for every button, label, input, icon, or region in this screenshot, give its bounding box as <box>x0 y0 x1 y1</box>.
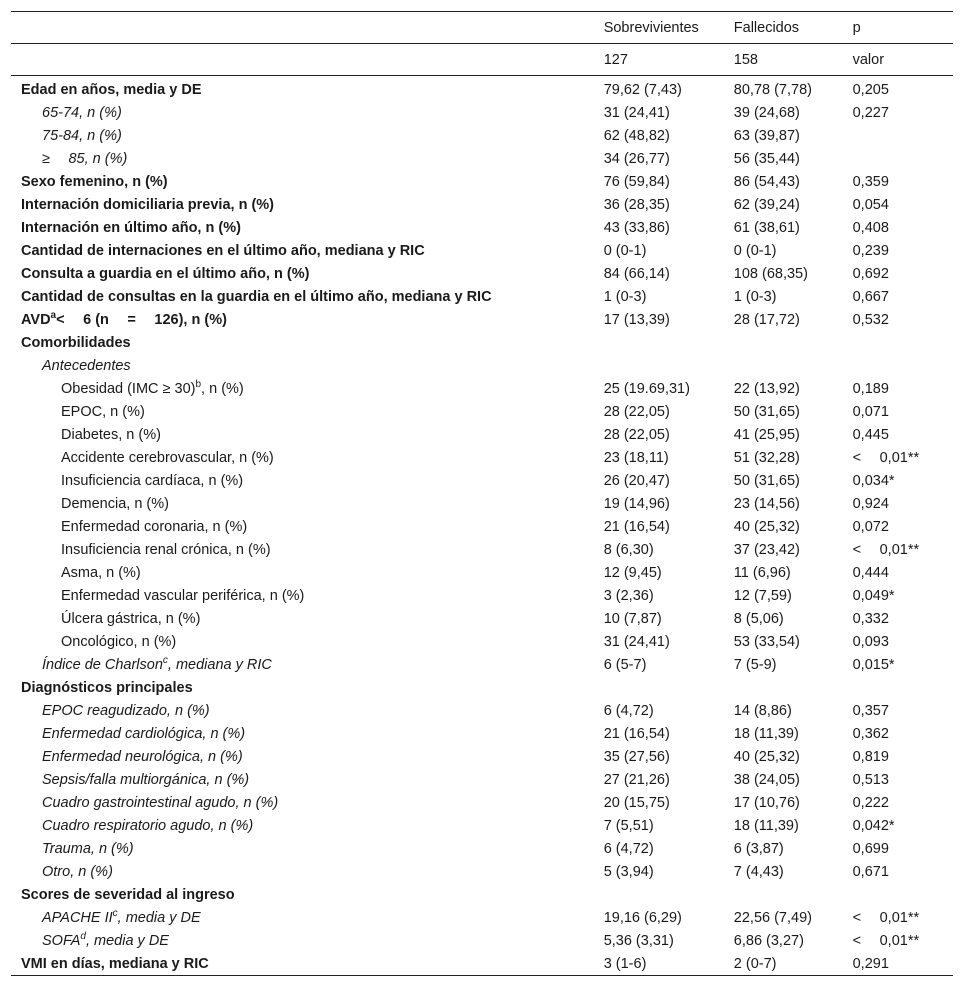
table-row <box>11 193 953 216</box>
survivors-value <box>604 883 734 906</box>
row-label-suffix: , mediana y RIC <box>167 656 272 673</box>
table-row <box>11 170 953 193</box>
deceased-value: 38 (24,05) <box>733 771 800 788</box>
row-label-text: Sexo femenino, n (%) <box>21 173 168 190</box>
survivors-value: 3 (2,36) <box>603 587 654 604</box>
p-value: 0,692 <box>852 265 889 282</box>
header-cell-deceased: Fallecidos <box>733 19 800 36</box>
row-label-text: Edad en años, media y DE <box>21 81 202 98</box>
row-label <box>11 216 604 239</box>
row-label <box>11 791 604 814</box>
table-row <box>11 653 953 676</box>
row-label-text: Demencia, n (%) <box>61 495 169 512</box>
table-row <box>11 308 953 331</box>
deceased-value <box>734 331 853 354</box>
row-label-suffix: < 6 (n = 126), n (%) <box>56 311 227 328</box>
row-label <box>11 630 604 653</box>
footnote-marker: d <box>80 930 86 942</box>
survivors-value: 79,62 (7,43) <box>603 81 682 98</box>
survivors-value: 8 (6,30) <box>603 541 654 558</box>
p-value <box>853 331 953 354</box>
table-row <box>11 354 953 377</box>
row-label-text: Sepsis/falla multiorgánica, n (%) <box>42 771 250 788</box>
row-label <box>11 354 604 377</box>
survivors-value: 6 (4,72) <box>603 840 654 857</box>
row-label-text: Enfermedad neurológica, n (%) <box>42 748 243 765</box>
p-value: 0,071 <box>852 403 889 420</box>
row-label-text: EPOC reagudizado, n (%) <box>42 702 210 719</box>
p-value: 0,667 <box>852 288 889 305</box>
deceased-value: 40 (25,32) <box>733 748 800 765</box>
header-cell-survivors: Sobrevivientes <box>603 19 699 36</box>
deceased-value: 62 (39,24) <box>733 196 800 213</box>
table-row <box>11 883 953 906</box>
row-label <box>11 653 604 676</box>
survivors-value: 26 (20,47) <box>603 472 670 489</box>
row-label-text: EPOC, n (%) <box>61 403 145 420</box>
table-row <box>11 285 953 308</box>
p-value: 0,049* <box>852 587 895 604</box>
table-row <box>11 791 953 814</box>
p-value: 0,332 <box>852 610 889 627</box>
table-row <box>11 699 953 722</box>
row-label <box>11 423 604 446</box>
header-cell-deceased-n: 158 <box>733 51 758 68</box>
header-cell-survivors-n: 127 <box>603 51 628 68</box>
row-label <box>11 147 604 170</box>
header-row-groups <box>11 12 953 44</box>
deceased-value: 63 (39,87) <box>733 127 800 144</box>
footnote-marker: a <box>50 309 57 321</box>
survivors-value: 7 (5,51) <box>603 817 654 834</box>
deceased-value: 2 (0-7) <box>733 955 777 972</box>
row-label <box>11 722 604 745</box>
table-row <box>11 745 953 768</box>
table-row <box>11 860 953 883</box>
row-label-text: Diabetes, n (%) <box>61 426 161 443</box>
row-label <box>11 837 604 860</box>
header-cell-label-2 <box>11 44 604 76</box>
p-value: 0,699 <box>852 840 889 857</box>
table-row <box>11 722 953 745</box>
table-row <box>11 147 953 170</box>
row-label <box>11 814 604 837</box>
survivors-value: 10 (7,87) <box>603 610 662 627</box>
p-value: 0,072 <box>852 518 889 535</box>
table-body <box>11 76 953 976</box>
header-cell-p: p <box>852 19 861 36</box>
survivors-value: 5,36 (3,31) <box>603 932 674 949</box>
row-label <box>11 400 604 423</box>
deceased-value: 6 (3,87) <box>733 840 784 857</box>
survivors-value: 31 (24,41) <box>603 104 670 121</box>
p-value: 0,444 <box>852 564 889 581</box>
deceased-value: 0 (0-1) <box>733 242 777 259</box>
survivors-value <box>604 676 734 699</box>
deceased-value: 40 (25,32) <box>733 518 800 535</box>
table-row <box>11 216 953 239</box>
row-label-text: Internación en último año, n (%) <box>21 219 241 236</box>
row-label <box>11 262 604 285</box>
p-value <box>853 676 953 699</box>
footnote-marker: b <box>195 378 202 390</box>
deceased-value: 39 (24,68) <box>733 104 800 121</box>
survivors-value: 84 (66,14) <box>603 265 670 282</box>
survivors-value: 21 (16,54) <box>603 725 670 742</box>
survivors-value: 21 (16,54) <box>603 518 670 535</box>
row-label <box>11 676 604 699</box>
deceased-value: 56 (35,44) <box>733 150 800 167</box>
p-value: 0,227 <box>852 104 889 121</box>
p-value: 0,357 <box>852 702 889 719</box>
deceased-value: 8 (5,06) <box>733 610 784 627</box>
row-label-suffix: , media y DE <box>85 932 169 949</box>
row-label <box>11 745 604 768</box>
row-label <box>11 308 604 331</box>
deceased-value: 14 (8,86) <box>733 702 792 719</box>
deceased-value: 7 (5-9) <box>733 656 777 673</box>
survivors-value: 25 (19.69,31) <box>603 380 690 397</box>
row-label-text: Cantidad de internaciones en el último año, mediana y RIC <box>21 242 425 259</box>
table-row <box>11 952 953 976</box>
row-label-text: Insuficiencia cardíaca, n (%) <box>61 472 244 489</box>
survivors-value: 17 (13,39) <box>603 311 670 328</box>
p-value: 0,015* <box>852 656 895 673</box>
p-value: 0,532 <box>852 311 889 328</box>
row-label <box>11 929 604 952</box>
table-row <box>11 538 953 561</box>
row-label-text: Insuficiencia renal crónica, n (%) <box>61 541 271 558</box>
p-value: < 0,01** <box>852 909 920 926</box>
p-value: 0,054 <box>852 196 889 213</box>
p-value <box>853 124 953 147</box>
header-row-counts <box>11 44 953 76</box>
table-row <box>11 561 953 584</box>
row-label <box>11 285 604 308</box>
survivors-value: 3 (1-6) <box>603 955 647 972</box>
p-value: 0,359 <box>852 173 889 190</box>
deceased-value: 7 (4,43) <box>733 863 784 880</box>
p-value: 0,205 <box>852 81 889 98</box>
table-row <box>11 768 953 791</box>
survivors-value <box>604 354 734 377</box>
row-label <box>11 584 604 607</box>
p-value: 0,671 <box>852 863 889 880</box>
deceased-value: 11 (6,96) <box>733 564 791 581</box>
row-label-text: Otro, n (%) <box>42 863 113 880</box>
deceased-value: 53 (33,54) <box>733 633 800 650</box>
survivors-value: 5 (3,94) <box>603 863 654 880</box>
deceased-value: 61 (38,61) <box>733 219 800 236</box>
p-value <box>853 147 953 170</box>
deceased-value: 80,78 (7,78) <box>733 81 812 98</box>
row-label <box>11 515 604 538</box>
p-value: 0,819 <box>852 748 889 765</box>
table-row <box>11 607 953 630</box>
row-label-text: APACHE II <box>42 909 113 926</box>
p-value: 0,924 <box>852 495 889 512</box>
table-row <box>11 124 953 147</box>
p-value: 0,408 <box>852 219 889 236</box>
p-value <box>853 354 953 377</box>
p-value: 0,189 <box>852 380 889 397</box>
row-label <box>11 239 604 262</box>
footnote-marker: c <box>112 907 118 919</box>
row-label-text: Asma, n (%) <box>61 564 141 581</box>
table-row <box>11 837 953 860</box>
row-label-text: Enfermedad vascular periférica, n (%) <box>61 587 305 604</box>
table-row <box>11 906 953 929</box>
table-row <box>11 584 953 607</box>
p-value: 0,291 <box>852 955 889 972</box>
deceased-value <box>734 883 853 906</box>
deceased-value: 51 (32,28) <box>733 449 800 466</box>
table-row <box>11 262 953 285</box>
row-label <box>11 469 604 492</box>
deceased-value: 37 (23,42) <box>733 541 800 558</box>
row-label-text: 65-74, n (%) <box>42 104 122 121</box>
row-label-text: Oncológico, n (%) <box>61 633 177 650</box>
row-label <box>11 768 604 791</box>
survivors-value: 28 (22,05) <box>603 403 670 420</box>
header-cell-p-valor: valor <box>852 51 885 68</box>
row-label <box>11 561 604 584</box>
row-label-text: AVD <box>21 311 51 328</box>
survivors-value: 62 (48,82) <box>603 127 670 144</box>
row-label-suffix: , n (%) <box>201 380 244 397</box>
data-table <box>11 11 953 976</box>
row-label-text: Cantidad de consultas en la guardia en el último año, mediana y RIC <box>21 288 492 305</box>
row-label <box>11 193 604 216</box>
row-label-text: Internación domiciliaria previa, n (%) <box>21 196 275 213</box>
p-value: 0,034* <box>852 472 895 489</box>
deceased-value: 18 (11,39) <box>733 817 799 834</box>
table-row <box>11 76 953 102</box>
row-label <box>11 607 604 630</box>
survivors-value <box>604 331 734 354</box>
survivors-value: 1 (0-3) <box>603 288 647 305</box>
survivors-value: 19,16 (6,29) <box>603 909 682 926</box>
survivors-value: 76 (59,84) <box>603 173 670 190</box>
row-label <box>11 906 604 929</box>
row-label-text: Accidente cerebrovascular, n (%) <box>61 449 274 466</box>
row-label <box>11 124 604 147</box>
row-label-text: Diagnósticos principales <box>21 679 193 696</box>
row-label <box>11 860 604 883</box>
row-label <box>11 101 604 124</box>
row-label <box>11 170 604 193</box>
row-label <box>11 699 604 722</box>
row-label-text: Obesidad (IMC ≥ 30) <box>61 380 196 397</box>
row-label-text: Enfermedad cardiológica, n (%) <box>42 725 246 742</box>
table-row <box>11 331 953 354</box>
row-label <box>11 952 604 976</box>
row-label <box>11 883 604 906</box>
survivors-value: 43 (33,86) <box>603 219 670 236</box>
table-row <box>11 676 953 699</box>
deceased-value <box>734 354 853 377</box>
deceased-value: 18 (11,39) <box>733 725 799 742</box>
p-value: 0,362 <box>852 725 889 742</box>
table-row <box>11 814 953 837</box>
survivors-value: 34 (26,77) <box>603 150 670 167</box>
survivors-value: 6 (4,72) <box>603 702 654 719</box>
row-label-text: 75-84, n (%) <box>42 127 122 144</box>
survivors-value: 12 (9,45) <box>603 564 662 581</box>
row-label-text: Comorbilidades <box>21 334 131 351</box>
deceased-value: 17 (10,76) <box>733 794 800 811</box>
deceased-value: 50 (31,65) <box>733 472 800 489</box>
row-label-suffix: , media y DE <box>117 909 201 926</box>
header-cell-label <box>11 12 604 44</box>
row-label-text: Cuadro gastrointestinal agudo, n (%) <box>42 794 279 811</box>
survivors-value: 35 (27,56) <box>603 748 670 765</box>
p-value: 0,239 <box>852 242 889 259</box>
row-label <box>11 538 604 561</box>
row-label-text: Antecedentes <box>42 357 131 374</box>
table-row <box>11 239 953 262</box>
deceased-value: 108 (68,35) <box>733 265 808 282</box>
survivors-value: 6 (5-7) <box>603 656 647 673</box>
row-label-text: Úlcera gástrica, n (%) <box>61 610 201 627</box>
table-row <box>11 492 953 515</box>
survivors-value: 36 (28,35) <box>603 196 670 213</box>
p-value: 0,222 <box>852 794 889 811</box>
table-row <box>11 101 953 124</box>
table-row <box>11 469 953 492</box>
survivors-value: 0 (0-1) <box>603 242 647 259</box>
row-label-text: Enfermedad coronaria, n (%) <box>61 518 248 535</box>
table-row <box>11 929 953 952</box>
survivors-value: 31 (24,41) <box>603 633 670 650</box>
table-row <box>11 446 953 469</box>
table-header <box>11 12 953 76</box>
row-label <box>11 76 604 102</box>
deceased-value: 22,56 (7,49) <box>733 909 812 926</box>
deceased-value: 50 (31,65) <box>733 403 800 420</box>
row-label-text: Cuadro respiratorio agudo, n (%) <box>42 817 254 834</box>
survivors-value: 28 (22,05) <box>603 426 670 443</box>
table-row <box>11 377 953 400</box>
row-label <box>11 331 604 354</box>
row-label-text: ≥ 85, n (%) <box>42 150 128 167</box>
p-value: 0,093 <box>852 633 889 650</box>
survivors-value: 27 (21,26) <box>603 771 670 788</box>
deceased-value: 41 (25,95) <box>733 426 800 443</box>
p-value: 0,445 <box>852 426 889 443</box>
p-value: < 0,01** <box>852 932 920 949</box>
row-label-text: VMI en días, mediana y RIC <box>21 955 209 972</box>
row-label <box>11 377 604 400</box>
row-label <box>11 492 604 515</box>
table-row <box>11 400 953 423</box>
row-label-text: Trauma, n (%) <box>42 840 134 857</box>
survivors-value: 19 (14,96) <box>603 495 670 512</box>
deceased-value: 1 (0-3) <box>733 288 777 305</box>
row-label-text: Consulta a guardia en el último año, n (%) <box>21 265 310 282</box>
p-value: < 0,01** <box>852 541 920 558</box>
p-value: 0,513 <box>852 771 889 788</box>
row-label-text: Scores de severidad al ingreso <box>21 886 235 903</box>
table-row <box>11 423 953 446</box>
p-value <box>853 883 953 906</box>
deceased-value: 12 (7,59) <box>733 587 792 604</box>
deceased-value: 28 (17,72) <box>733 311 800 328</box>
row-label-text: SOFA <box>42 932 81 949</box>
p-value: < 0,01** <box>852 449 920 466</box>
p-value: 0,042* <box>852 817 895 834</box>
row-label <box>11 446 604 469</box>
deceased-value: 6,86 (3,27) <box>733 932 804 949</box>
survivors-value: 20 (15,75) <box>603 794 670 811</box>
deceased-value: 22 (13,92) <box>733 380 800 397</box>
row-label-text: Índice de Charlson <box>42 656 163 673</box>
table-row <box>11 630 953 653</box>
deceased-value: 86 (54,43) <box>733 173 800 190</box>
survivors-value: 23 (18,11) <box>603 449 669 466</box>
footnote-marker: c <box>162 654 168 666</box>
deceased-value <box>734 676 853 699</box>
deceased-value: 23 (14,56) <box>733 495 800 512</box>
table-row <box>11 515 953 538</box>
